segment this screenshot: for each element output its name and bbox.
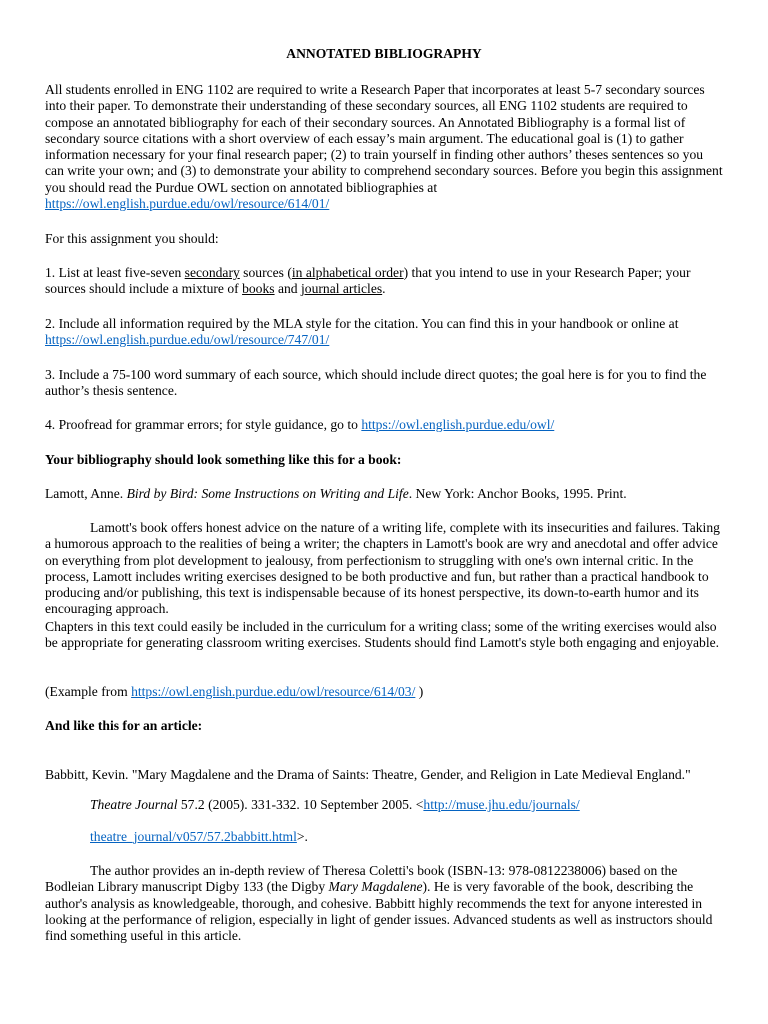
item1-text-b: sources (	[239, 265, 292, 280]
muse-link-part1[interactable]: http://muse.jhu.edu/journals/	[423, 797, 580, 812]
item1-text-a: 1. List at least five-seven	[45, 265, 185, 280]
citation-end: >.	[296, 829, 308, 844]
intro-paragraph	[45, 82, 723, 212]
article-heading: And like this for an article:	[45, 718, 203, 733]
item1-text-d: and	[274, 281, 301, 297]
book-author: Lamott, Anne.	[45, 486, 127, 501]
item1-books: books	[242, 281, 275, 297]
book-heading: Your bibliography should look something like this for a book:	[45, 452, 402, 467]
article-citation-line3	[90, 829, 723, 845]
manuscript-title: Mary Magdalene	[328, 879, 423, 895]
book-publication: . New York: Anchor Books, 1995. Print.	[408, 486, 627, 501]
example-pre: (Example from	[45, 684, 132, 699]
owl-annotated-link[interactable]: https://owl.english.purdue.edu/owl/resource/614/01/	[45, 196, 330, 212]
journal-title: Theatre Journal	[90, 797, 178, 812]
assignment-lead: For this assignment you should:	[45, 231, 219, 246]
book-citation	[45, 486, 723, 502]
page-title: ANNOTATED BIBLIOGRAPHY	[286, 46, 482, 61]
muse-link-part2[interactable]: theatre_journal/v057/57.2babbitt.html	[90, 829, 297, 844]
article-annotation	[45, 863, 723, 944]
item1-journal-articles: journal articles	[301, 281, 383, 297]
article-citation-line1: Babbitt, Kevin. "Mary Magdalene and the Drama of Saints: Theatre, Gender, and Religion in Late Medieval England."	[45, 767, 691, 782]
owl-home-link[interactable]: https://owl.english.purdue.edu/owl/	[361, 417, 555, 432]
article-annotation-a: The author provides an in-depth review of Theresa Coletti's book (ISBN-13: 978-0812238006) based on the Bodleian Library manuscript Digby 133 (the Digby	[45, 863, 678, 895]
book-title: Bird by Bird: Some Instructions on Writing and Life	[126, 486, 409, 501]
book-annotation-1: Lamott's book offers honest advice on the nature of a writing life, complete with its insecurities and failures. Taking a humorous approach to the realities of being a writer; the chapters in Lamott's book are wry and anecdotal and offer advice on everything from plot development to jealousy, from perfectionism to struggling with one's own internal critic. In the process, Lamott includes writing exercises designed to be both productive and fun, but rather than a practical handbook to producing and/or publishing, this text is indispensable because of its honest perspective, its down-to-earth humor and its encouraging approach.	[45, 520, 720, 617]
item4-text: 4. Proofread for grammar errors; for style guidance, go to	[45, 417, 362, 432]
list-item-1	[45, 265, 723, 298]
intro-text: All students enrolled in ENG 1102 are required to write a Research Paper that incorporates at least 5-7 secondary sources into their paper. To demonstrate their understanding of these secondary sources, all ENG 1102 students are required to compose an annotated bibliography for each of their secondary sources. An Annotated Bibliography is a formal list of secondary source citations with a short overview of each essay’s main argument. The educational goal is (1) to gather information necessary for your final research paper; (2) to train yourself in finding other authors’ theses sentences so you can write your own; and (3) to demonstrate your ability to comprehend secondary sources. Before you begin this assignment you should read the Purdue OWL section on annotated bibliographies at	[45, 82, 723, 195]
list-item-2	[45, 316, 723, 349]
book-annotation-2: Chapters in this text could easily be included in the curriculum for a writing class; some of the writing exercises would also be appropriate for generating classroom writing exercises. Students should find Lamott's style both engaging and enjoyable.	[45, 619, 720, 651]
article-citation-line2	[90, 797, 723, 813]
example-post: )	[415, 684, 424, 699]
list-item-3: 3. Include a 75-100 word summary of each source, which should include direct quotes; the goal here is for you to find the author’s thesis sentence.	[45, 367, 707, 399]
item1-alphabetical: in alphabetical order	[291, 265, 404, 280]
example-source	[45, 684, 723, 700]
journal-details: 57.2 (2005). 331-332. 10 September 2005. <	[177, 797, 424, 812]
item1-text-e: .	[382, 281, 386, 297]
item2-text: 2. Include all information required by the MLA style for the citation. You can find this in your handbook or online at	[45, 316, 679, 331]
owl-example-link[interactable]: https://owl.english.purdue.edu/owl/resource/614/03/	[131, 684, 416, 699]
list-item-4	[45, 417, 723, 433]
article-annotation-b: ). He is very favorable of the book, describing the author's analysis as knowledgeable, thorough, and cohesive. Babbitt highly recommends the text for anyone interested in looking at the performance of religion, especially in light of gender issues. Advanced students as well as instructors should find something useful in this article.	[45, 879, 713, 944]
item1-text-c: ) that you intend to use in your Research Paper; your sources should include a mixture of	[45, 265, 691, 297]
owl-mla-link[interactable]: https://owl.english.purdue.edu/owl/resource/747/01/	[45, 332, 330, 348]
item1-secondary: secondary	[184, 265, 240, 280]
